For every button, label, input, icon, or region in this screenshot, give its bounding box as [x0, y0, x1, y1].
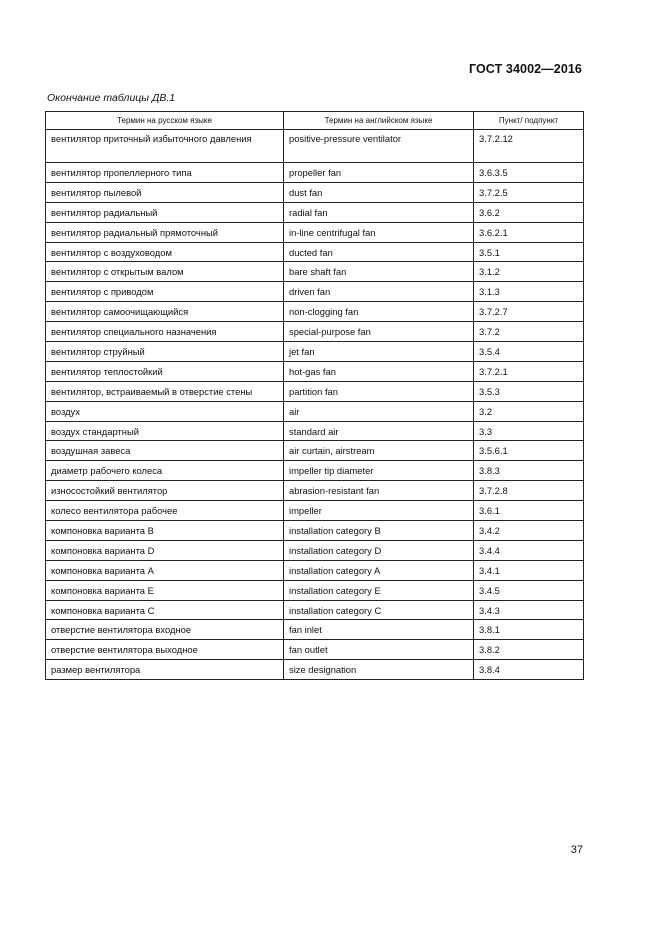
english-term-cell: bare shaft fan — [284, 262, 474, 282]
russian-term-cell: вентилятор пропеллерного типа — [46, 163, 284, 183]
table-row — [46, 620, 584, 640]
english-term-cell: propeller fan — [284, 163, 474, 183]
clause-cell: 3.2 — [474, 401, 584, 421]
clause-cell: 3.5.3 — [474, 381, 584, 401]
table-caption: Окончание таблицы ДВ.1 — [47, 92, 176, 104]
clause-cell: 3.1.2 — [474, 262, 584, 282]
table-row — [46, 540, 584, 560]
clause-cell: 3.6.1 — [474, 501, 584, 521]
clause-cell: 3.6.3.5 — [474, 163, 584, 183]
russian-term-cell: отверстие вентилятора выходное — [46, 640, 284, 660]
table-body — [46, 130, 584, 680]
clause-cell: 3.4.4 — [474, 540, 584, 560]
russian-term-cell: воздух — [46, 401, 284, 421]
english-term-cell: installation category D — [284, 540, 474, 560]
table-row — [46, 481, 584, 501]
clause-cell: 3.7.2.12 — [474, 130, 584, 163]
english-term-cell: partition fan — [284, 381, 474, 401]
russian-term-cell: воздушная завеса — [46, 441, 284, 461]
table-row — [46, 660, 584, 680]
english-term-cell: installation category C — [284, 600, 474, 620]
clause-cell: 3.8.2 — [474, 640, 584, 660]
table-row — [46, 401, 584, 421]
english-term-cell: driven fan — [284, 282, 474, 302]
clause-cell: 3.4.1 — [474, 560, 584, 580]
english-term-cell: air curtain, airstream — [284, 441, 474, 461]
clause-cell: 3.7.2 — [474, 322, 584, 342]
english-term-cell: impeller tip diameter — [284, 461, 474, 481]
russian-term-cell: вентилятор радиальный прямоточный — [46, 222, 284, 242]
clause-cell: 3.7.2.8 — [474, 481, 584, 501]
russian-term-cell: колесо вентилятора рабочее — [46, 501, 284, 521]
english-term-cell: in-line centrifugal fan — [284, 222, 474, 242]
english-term-cell: special-purpose fan — [284, 322, 474, 342]
russian-term-cell: компоновка варианта С — [46, 600, 284, 620]
table-row — [46, 322, 584, 342]
russian-term-cell: износостойкий вентилятор — [46, 481, 284, 501]
clause-cell: 3.5.6.1 — [474, 441, 584, 461]
terms-table — [45, 111, 584, 680]
document-code: ГОСТ 34002—2016 — [468, 62, 582, 76]
clause-cell: 3.5.4 — [474, 342, 584, 362]
table-row — [46, 381, 584, 401]
clause-cell: 3.5.1 — [474, 242, 584, 262]
english-term-cell: dust fan — [284, 182, 474, 202]
russian-term-cell: вентилятор радиальный — [46, 202, 284, 222]
english-term-cell: non-clogging fan — [284, 302, 474, 322]
table-row — [46, 262, 584, 282]
english-term-cell: fan outlet — [284, 640, 474, 660]
table-row — [46, 282, 584, 302]
table-row — [46, 163, 584, 183]
russian-term-cell: вентилятор струйный — [46, 342, 284, 362]
table-row — [46, 202, 584, 222]
table-row — [46, 461, 584, 481]
english-term-cell: installation category A — [284, 560, 474, 580]
table-row — [46, 441, 584, 461]
english-term-cell: positive-pressure ventilator — [284, 130, 474, 163]
english-term-cell: abrasion-resistant fan — [284, 481, 474, 501]
russian-term-cell: компоновка варианта А — [46, 560, 284, 580]
english-term-cell: radial fan — [284, 202, 474, 222]
english-term-cell: fan inlet — [284, 620, 474, 640]
english-term-cell: hot-gas fan — [284, 361, 474, 381]
table-row — [46, 501, 584, 521]
table-row — [46, 600, 584, 620]
column-header-clause: Пункт/ подпункт — [474, 112, 584, 130]
russian-term-cell: отверстие вентилятора входное — [46, 620, 284, 640]
clause-cell: 3.3 — [474, 421, 584, 441]
clause-cell: 3.8.4 — [474, 660, 584, 680]
clause-cell: 3.4.3 — [474, 600, 584, 620]
russian-term-cell: вентилятор с приводом — [46, 282, 284, 302]
russian-term-cell: вентилятор приточный избыточного давления — [46, 130, 284, 163]
english-term-cell: ducted fan — [284, 242, 474, 262]
table-row — [46, 342, 584, 362]
russian-term-cell: размер вентилятора — [46, 660, 284, 680]
table-row — [46, 242, 584, 262]
russian-term-cell: воздух стандартный — [46, 421, 284, 441]
page-number: 37 — [570, 844, 583, 856]
table-row — [46, 421, 584, 441]
table-row — [46, 222, 584, 242]
table-row — [46, 580, 584, 600]
english-term-cell: size designation — [284, 660, 474, 680]
clause-cell: 3.6.2 — [474, 202, 584, 222]
clause-cell: 3.8.3 — [474, 461, 584, 481]
russian-term-cell: вентилятор специального назначения — [46, 322, 284, 342]
russian-term-cell: вентилятор самоочищающийся — [46, 302, 284, 322]
table-row — [46, 182, 584, 202]
table-row — [46, 302, 584, 322]
clause-cell: 3.1.3 — [474, 282, 584, 302]
russian-term-cell: вентилятор, встраиваемый в отверстие стены — [46, 381, 284, 401]
column-header-english-term: Термин на английском языке — [284, 112, 474, 130]
clause-cell: 3.4.5 — [474, 580, 584, 600]
clause-cell: 3.8.1 — [474, 620, 584, 640]
table-row — [46, 521, 584, 541]
english-term-cell: standard air — [284, 421, 474, 441]
clause-cell: 3.6.2.1 — [474, 222, 584, 242]
table-row — [46, 560, 584, 580]
russian-term-cell: вентилятор с открытым валом — [46, 262, 284, 282]
russian-term-cell: компоновка варианта Е — [46, 580, 284, 600]
russian-term-cell: диаметр рабочего колеса — [46, 461, 284, 481]
russian-term-cell: вентилятор с воздуховодом — [46, 242, 284, 262]
clause-cell: 3.7.2.1 — [474, 361, 584, 381]
table-row — [46, 130, 584, 163]
english-term-cell: impeller — [284, 501, 474, 521]
english-term-cell: installation category E — [284, 580, 474, 600]
table-row — [46, 361, 584, 381]
clause-cell: 3.7.2.5 — [474, 182, 584, 202]
clause-cell: 3.7.2.7 — [474, 302, 584, 322]
english-term-cell: jet fan — [284, 342, 474, 362]
russian-term-cell: вентилятор теплостойкий — [46, 361, 284, 381]
russian-term-cell: компоновка варианта В — [46, 521, 284, 541]
russian-term-cell: компоновка варианта D — [46, 540, 284, 560]
clause-cell: 3.4.2 — [474, 521, 584, 541]
english-term-cell: installation category B — [284, 521, 474, 541]
column-header-russian-term: Термин на русском языке — [46, 112, 284, 130]
english-term-cell: air — [284, 401, 474, 421]
russian-term-cell: вентилятор пылевой — [46, 182, 284, 202]
table-row — [46, 640, 584, 660]
table-header-row — [46, 112, 584, 130]
